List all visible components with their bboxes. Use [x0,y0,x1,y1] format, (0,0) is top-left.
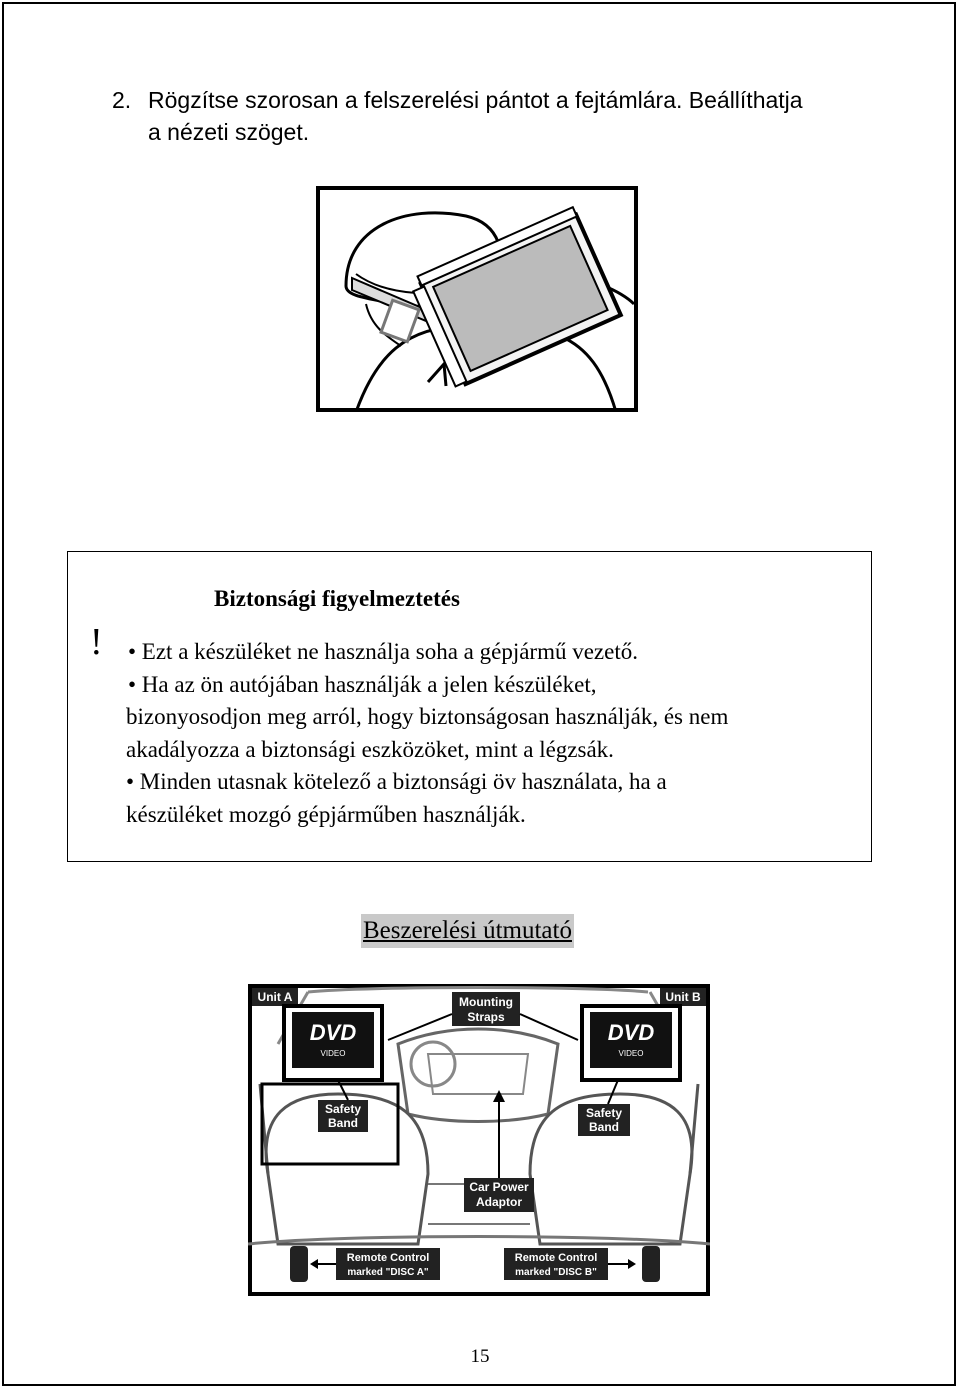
remote-b-label-1: Remote Control [514,1252,598,1264]
warning-line: akadályozza a biztonsági eszközöket, mint a légzsák. [126,736,614,762]
remote-a-label-2: marked "DISC A" [347,1267,429,1278]
warning-exclamation-icon: ! [90,621,103,663]
page-number: 15 [470,1346,490,1367]
warning-line: bizonyosodjon meg arról, hogy biztonságosan használják, és nem [126,704,729,729]
video-logo-a: VIDEO [320,1049,346,1058]
step-number: 2. [112,87,132,113]
warning-text [126,636,866,831]
warning-line: • Ha az ön autójában használják a jelen készüléket, [128,671,597,697]
remote-control-b-icon [642,1246,660,1282]
remote-a-label-1: Remote Control [346,1252,430,1264]
monitor-unit-b [582,1006,680,1080]
section-title: Beszerelési útmutató [361,914,574,948]
monitor-unit-a [284,1006,382,1080]
installation-diagram [248,984,710,1296]
safety-warning-box [67,551,872,862]
step-text-line-1: Rögzítse szorosan a felszerelési pántot a fejtámlára. Beállíthatja [148,87,803,113]
unit-b-label: Unit B [665,990,701,1004]
headrest-mount-illustration [316,186,638,412]
safety-band-label-b-1: Safety [585,1106,623,1120]
dvd-logo-b: DVD [607,1020,655,1045]
warning-title: Biztonsági figyelmeztetés [214,586,460,611]
mounting-straps-label-1: Mounting [459,995,513,1009]
car-power-adaptor-label-1: Car Power [469,1180,529,1194]
dvd-logo-a: DVD [309,1020,357,1045]
safety-band-label-b-2: Band [589,1120,619,1134]
safety-band-label-a-1: Safety [324,1102,362,1116]
warning-line: készüléket mozgó gépjárműben használják. [126,801,526,827]
warning-line: • Ezt a készüléket ne használja soha a gépjármű vezető. [128,639,638,664]
remote-control-a-icon [290,1246,308,1282]
mounting-straps-label-2: Straps [467,1010,505,1024]
step-2 [112,84,892,148]
safety-band-label-a-2: Band [328,1116,358,1130]
step-text-line-2: a nézeti szöget. [148,119,310,145]
car-power-adaptor-label-2: Adaptor [476,1195,522,1209]
unit-a-label: Unit A [257,990,293,1004]
warning-line: • Minden utasnak kötelező a biztonsági öv használata, ha a [126,769,667,794]
video-logo-b: VIDEO [618,1049,644,1058]
remote-b-label-2: marked "DISC B" [515,1267,597,1278]
